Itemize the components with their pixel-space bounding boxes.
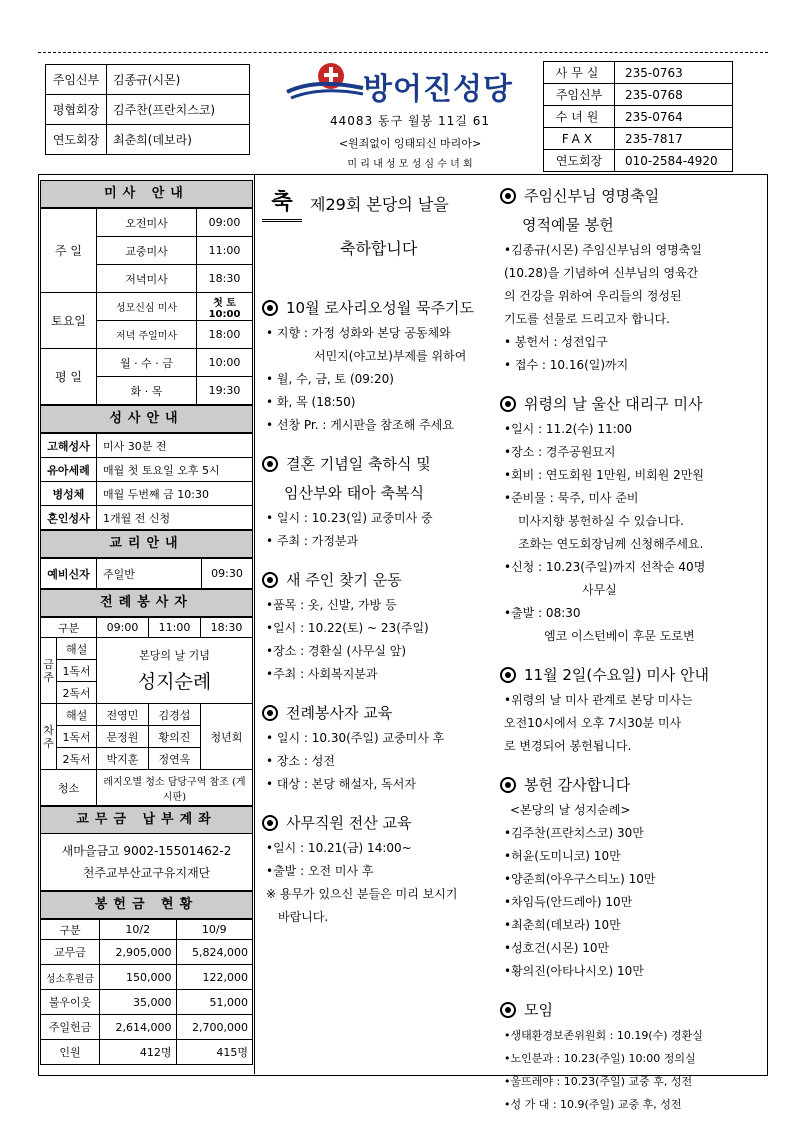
meet-line: •울뜨레야 : 10.23(주일) 교중 후, 성전 (504, 1075, 693, 1088)
bullet-icon (500, 396, 516, 412)
liturgy-person: 문정원 (97, 726, 149, 748)
bullet-icon (262, 705, 278, 721)
mass-time: 19:30 (197, 377, 253, 405)
memorial-line: •일시 : 11.2(수) 11:00 (504, 422, 633, 436)
rosary-line: • 화, 목 (18:50) (266, 395, 356, 409)
thanks-line: •양준희(아우구스티노) 10만 (504, 872, 656, 886)
offering-head: 10/9 (176, 920, 253, 940)
thanks-title: 봉헌 감사합니다 (524, 776, 631, 794)
offering-value: 412명 (100, 1040, 177, 1065)
bullet-icon (262, 300, 278, 316)
liturgy-role: 1독서 (57, 726, 97, 748)
rosary-line: • 지향 : 가정 성화와 본당 공동체와 (266, 326, 451, 340)
liturgy-person: 전영민 (97, 704, 149, 726)
edu-section (262, 702, 492, 792)
mass-name: 오전미사 (97, 209, 197, 237)
doctrine-title: 교리안내 (40, 530, 253, 558)
office-title: 사무직원 전산 교육 (286, 814, 412, 832)
thanks-line: •황의진(아타나시오) 10만 (504, 964, 644, 978)
sacrament-name: 혼인성사 (41, 506, 97, 530)
meet-line: •성 가 대 : 10.9(주일) 교중 후, 성전 (504, 1098, 682, 1111)
contact-key: 수녀원 (544, 106, 615, 128)
bullet-icon (262, 456, 278, 472)
office-line: 바랍니다. (278, 910, 329, 924)
header-right-table (543, 61, 733, 172)
header-rule (38, 52, 768, 53)
owner-title: 새 주인 찾기 운동 (286, 571, 402, 589)
memorial-line: 사무실 (582, 583, 617, 597)
mass-title: 미사 안내 (40, 180, 253, 208)
wedding-title: 결혼 기념일 축하식 및 (286, 455, 431, 473)
offering-value: 2,700,000 (176, 1015, 253, 1040)
bullet-icon (262, 815, 278, 831)
account-title: 교무금 납부계좌 (40, 806, 253, 834)
contact-value: 235-0764 (615, 106, 733, 128)
offering-label: 불우이웃 (41, 990, 100, 1015)
thanks-section (500, 774, 762, 979)
mass-name: 월 · 수 · 금 (97, 349, 197, 377)
office-line: ※ 용무가 있으신 분들은 미리 보시기 (266, 887, 458, 901)
offering-value: 150,000 (100, 965, 177, 990)
mass-weekday-label: 평 일 (41, 349, 97, 405)
offering-title: 봉헌금 현황 (40, 891, 253, 919)
memorial-line: •신청 : 10.23(주일)까지 선착순 40명 (504, 560, 706, 574)
cleaning-info: 레지오별 청소 담당구역 참조 (게시판) (97, 770, 253, 806)
wedding-line: • 일시 : 10.23(일) 교중미사 중 (266, 511, 433, 525)
thanks-line: •허윤(도미니코) 10만 (504, 849, 621, 863)
mass-name: 저녁 주일미사 (97, 321, 197, 349)
cleaning-label: 청소 (41, 770, 97, 806)
account-box (40, 834, 253, 891)
wedding-section (262, 453, 492, 549)
community-name: 미 리 내 성 모 성 심 수 녀 회 (347, 159, 473, 170)
mass-time: 11:00 (197, 237, 253, 265)
celebration-line2: 축하합니다 (340, 239, 418, 258)
feast-line: (10.28)을 기념하여 신부님의 영육간 (504, 266, 699, 280)
feast-title: 주임신부님 영명축일 (524, 187, 660, 205)
liturgy-role: 1독서 (57, 660, 97, 682)
sacrament-info: 매월 두번째 금 10:30 (97, 482, 253, 506)
contact-value: 010-2584-4920 (615, 150, 733, 172)
offering-value: 5,824,000 (176, 940, 253, 965)
feast-line: 의 건강을 위하여 우리들의 정성된 (504, 289, 682, 303)
liturgy-group: 청년회 (201, 704, 253, 770)
middle-column (262, 185, 492, 945)
doctrine-table (40, 558, 253, 589)
sidebar (40, 180, 253, 1065)
column-divider (254, 174, 255, 1074)
nov-line: 오전10시에서 오후 7시30분 미사 (504, 716, 682, 730)
celebration-section (262, 185, 492, 259)
bullet-icon (500, 667, 516, 683)
office-line: •출발 : 오전 미사 후 (266, 864, 374, 878)
header-value: 김종규(시몬) (107, 65, 250, 95)
mass-name: 교중미사 (97, 237, 197, 265)
meet-title: 모임 (524, 1001, 553, 1019)
mass-table (40, 208, 253, 405)
this-week-event (97, 638, 253, 704)
liturgy-role: 해설 (57, 638, 97, 660)
right-column (500, 185, 762, 1132)
contact-key: 주임신부 (544, 84, 615, 106)
next-week-label: 차주 (41, 704, 57, 770)
nov-line: 로 변경되어 봉헌됩니다. (504, 739, 632, 753)
liturgy-role: 2독서 (57, 748, 97, 770)
sacrament-name: 유아세례 (41, 458, 97, 482)
header-key: 연도회장 (46, 125, 107, 155)
memorial-section (500, 393, 762, 644)
contact-value: 235-0763 (615, 62, 733, 84)
liturgy-role: 해설 (57, 704, 97, 726)
offering-table (40, 919, 253, 1065)
rosary-section (262, 297, 492, 433)
feast-line: 기도를 선물로 드리고자 합니다. (504, 312, 670, 326)
feast-line: • 접수 : 10.16(일)까지 (504, 358, 629, 372)
mass-time: 18:00 (197, 321, 253, 349)
meet-line: •생태환경보존위원회 : 10.19(수) 경환실 (504, 1029, 703, 1042)
sacrament-info: 1개월 전 신청 (97, 506, 253, 530)
contact-value: 235-7817 (615, 128, 733, 150)
sacrament-info: 매월 첫 토요일 오후 5시 (97, 458, 253, 482)
offering-label: 인원 (41, 1040, 100, 1065)
church-emblem-icon (285, 62, 365, 102)
liturgy-table (40, 617, 253, 806)
mass-time: 10:00 (197, 349, 253, 377)
church-address: 44083 동구 월봉 11길 61 (330, 114, 490, 128)
mass-name: 성모신심 미사 (97, 293, 197, 321)
memorial-line: •회비 : 연도회원 1만원, 비회원 2만원 (504, 468, 704, 482)
liturgy-head: 구분 (41, 618, 97, 638)
offering-head: 10/2 (100, 920, 177, 940)
mass-name: 저녁미사 (97, 265, 197, 293)
feast-section (500, 185, 762, 373)
liturgy-person: 김경섭 (149, 704, 201, 726)
sacrament-name: 고해성사 (41, 434, 97, 458)
contact-key: FAX (544, 128, 615, 150)
mass-time: 09:00 (197, 209, 253, 237)
wedding-title: 임산부와 태아 축복식 (284, 484, 424, 502)
mass-time: 18:30 (197, 265, 253, 293)
thanks-line: •김주찬(프란치스코) 30만 (504, 826, 644, 840)
office-section (262, 812, 492, 925)
feast-line: • 봉헌서 : 성전입구 (504, 335, 608, 349)
account-owner: 천주교부산교구유지재단 (82, 866, 211, 880)
bullet-icon (500, 1002, 516, 1018)
edu-line: • 대상 : 본당 해설자, 독서자 (266, 777, 416, 791)
offering-label: 성소후원금 (41, 965, 100, 990)
owner-line: •품목 : 옷, 신발, 가방 등 (266, 598, 397, 612)
offering-value: 2,614,000 (100, 1015, 177, 1040)
contact-value: 235-0768 (615, 84, 733, 106)
offering-value: 35,000 (100, 990, 177, 1015)
liturgy-person: 황의진 (149, 726, 201, 748)
nov-line: •위령의 날 미사 관계로 본당 미사는 (504, 693, 693, 707)
header-key: 주임신부 (46, 65, 107, 95)
thanks-subtitle: <본당의 날 성지순례> (510, 803, 631, 817)
event-caption: 본당의 날 기념 (139, 649, 210, 662)
memorial-line: 미사지향 봉헌하실 수 있습니다. (518, 514, 684, 528)
feast-line: •김종규(시몬) 주임신부님의 영명축일 (504, 243, 702, 257)
church-name: 방어진성당 (363, 72, 513, 107)
liturgy-role: 2독서 (57, 682, 97, 704)
memorial-line: 엠코 이스턴베이 후문 도로변 (544, 629, 695, 643)
church-motto: <원죄없이 잉태되신 마리아> (338, 137, 482, 150)
rosary-line: 서민지(야고보)부제를 위하여 (314, 349, 467, 363)
church-logo (285, 62, 525, 107)
owner-line: •일시 : 10.22(토) ~ 23(주일) (266, 621, 429, 635)
mass-time: 첫 토 10:00 (197, 293, 253, 321)
owner-line: •장소 : 경환실 (사무실 앞) (266, 644, 407, 658)
event-title: 성지순례 (137, 671, 212, 693)
edu-line: • 일시 : 10.30(주일) 교중미사 후 (266, 731, 445, 745)
offering-head: 구분 (41, 920, 100, 940)
memorial-line: •준비물 : 묵주, 미사 준비 (504, 491, 639, 505)
liturgy-head: 18:30 (201, 618, 253, 638)
mass-name: 화 · 목 (97, 377, 197, 405)
meet-section (500, 999, 762, 1112)
wedding-line: • 주최 : 가정분과 (266, 534, 359, 548)
offering-value: 2,905,000 (100, 940, 177, 965)
edu-line: • 장소 : 성전 (266, 754, 335, 768)
sacrament-title: 성사안내 (40, 405, 253, 433)
doctrine-class: 주일반 (97, 559, 202, 589)
rosary-line: • 선창 Pr. : 게시판을 참조해 주세요 (266, 418, 454, 432)
celebration-badge: 축 (262, 185, 302, 222)
rosary-line: • 월, 수, 금, 토 (09:20) (266, 372, 394, 386)
doctrine-time: 09:30 (202, 559, 253, 589)
liturgy-head: 11:00 (149, 618, 201, 638)
contact-key: 연도회장 (544, 150, 615, 172)
bullet-icon (500, 188, 516, 204)
contact-key: 사무실 (544, 62, 615, 84)
feast-title: 영적예물 봉헌 (522, 216, 614, 234)
memorial-title: 위령의 날 울산 대리구 미사 (524, 395, 703, 413)
liturgy-person: 박지훈 (97, 748, 149, 770)
office-line: •일시 : 10.21(금) 14:00~ (266, 841, 412, 855)
sacrament-name: 병성체 (41, 482, 97, 506)
owner-line: •주최 : 사회복지분과 (266, 667, 378, 681)
liturgy-person: 정연옥 (149, 748, 201, 770)
account-number: 새마을금고 9002-15501462-2 (61, 844, 232, 858)
bullet-icon (500, 777, 516, 793)
offering-value: 415명 (176, 1040, 253, 1065)
header-key: 평협회장 (46, 95, 107, 125)
header-value: 김주찬(프란치스코) (107, 95, 250, 125)
this-week-label: 금주 (41, 638, 57, 704)
liturgy-title: 전례봉사자 (40, 589, 253, 617)
memorial-line: 조화는 연도회장님께 신청해주세요. (518, 537, 704, 551)
rosary-title: 10월 로사리오성월 묵주기도 (286, 299, 475, 317)
header-value: 최춘희(데보라) (107, 125, 250, 155)
celebration-line1: 제29회 본당의 날을 (310, 195, 449, 214)
thanks-line: •최춘희(데보라) 10만 (504, 918, 621, 932)
owner-section (262, 569, 492, 682)
memorial-line: •출발 : 08:30 (504, 606, 581, 620)
nov-title: 11월 2일(수요일) 미사 안내 (524, 666, 710, 684)
offering-value: 122,000 (176, 965, 253, 990)
thanks-line: •성호건(시몬) 10만 (504, 941, 610, 955)
sacrament-info: 미사 30분 전 (97, 434, 253, 458)
memorial-line: •장소 : 경주공원묘지 (504, 445, 616, 459)
mass-saturday-label: 토요일 (41, 293, 97, 349)
edu-title: 전례봉사자 교육 (286, 704, 393, 722)
mass-sunday-label: 주 일 (41, 209, 97, 293)
doctrine-name: 예비신자 (41, 559, 97, 589)
offering-label: 교무금 (41, 940, 100, 965)
bullet-icon (262, 572, 278, 588)
thanks-line: •차임득(안드레아) 10만 (504, 895, 633, 909)
offering-label: 주일헌금 (41, 1015, 100, 1040)
offering-value: 51,000 (176, 990, 253, 1015)
liturgy-head: 09:00 (97, 618, 149, 638)
meet-line: •노인분과 : 10.23(주일) 10:00 정의실 (504, 1052, 696, 1065)
sacrament-table (40, 433, 253, 530)
nov-section (500, 664, 762, 754)
header-left-table (45, 64, 250, 155)
